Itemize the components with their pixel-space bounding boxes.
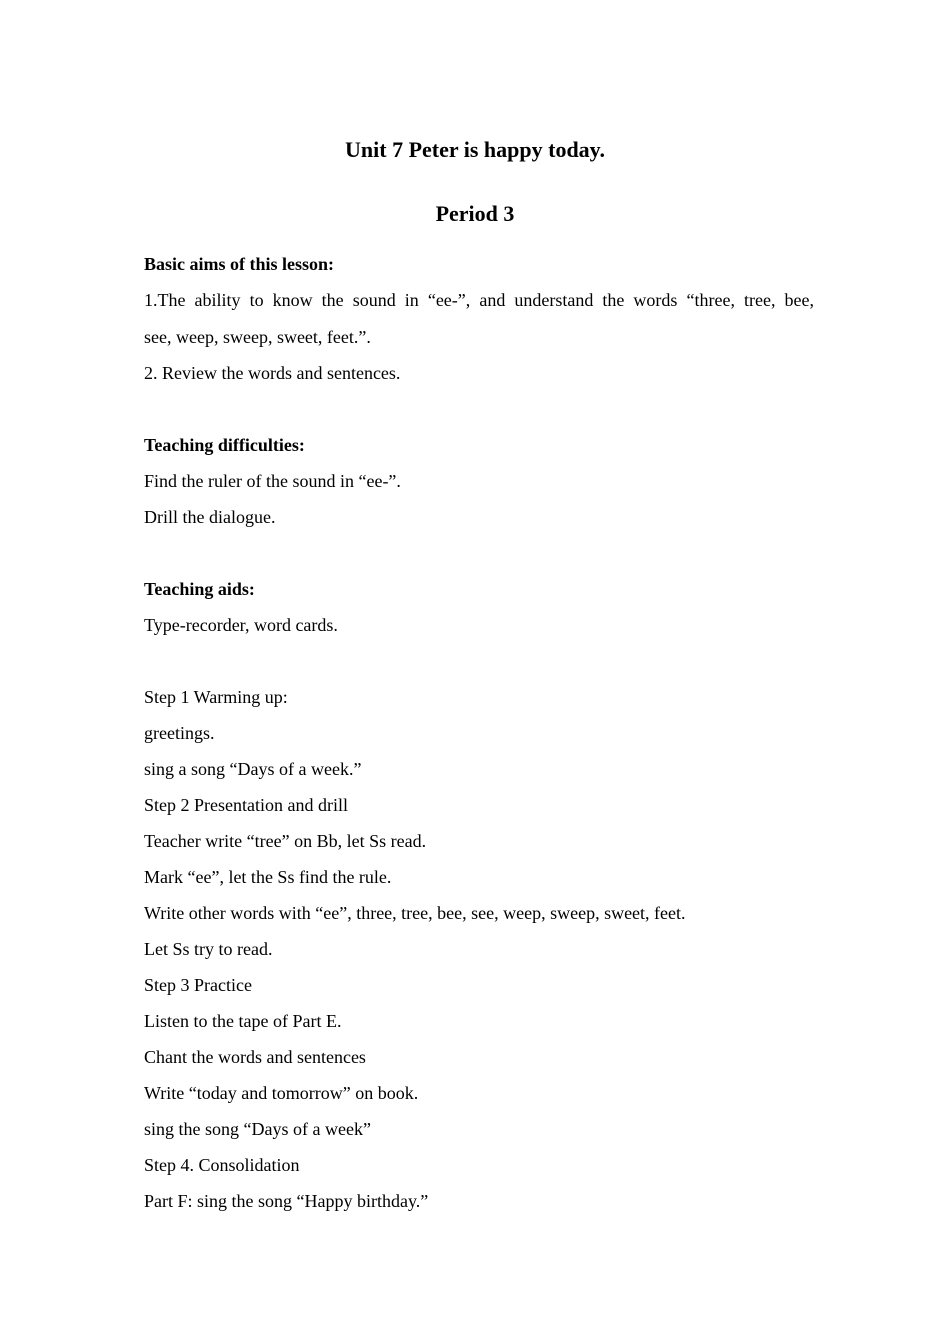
step-line: sing the song “Days of a week” — [144, 1119, 371, 1139]
difficulty-line: Drill the dialogue. — [144, 507, 276, 527]
basic-aims-item-1-line-2: see, weep, sweep, sweet, feet.”. — [144, 327, 371, 347]
step-line: Step 2 Presentation and drill — [144, 795, 348, 815]
difficulty-line: Find the ruler of the sound in “ee-”. — [144, 471, 401, 491]
basic-aims-heading: Basic aims of this lesson: — [144, 254, 335, 274]
step-line: Write “today and tomorrow” on book. — [144, 1083, 419, 1103]
step-line: Step 1 Warming up: — [144, 687, 288, 707]
step-line: Listen to the tape of Part E. — [144, 1011, 342, 1031]
step-line: sing a song “Days of a week.” — [144, 759, 362, 779]
step-line: Chant the words and sentences — [144, 1047, 366, 1067]
step-line: Write other words with “ee”, three, tree, bee, see, weep, sweep, sweet, feet. — [144, 903, 686, 923]
basic-aims-item-2: 2. Review the words and sentences. — [144, 363, 401, 383]
step-line: Mark “ee”, let the Ss find the rule. — [144, 867, 392, 887]
step-line: Step 3 Practice — [144, 975, 252, 995]
step-line: Teacher write “tree” on Bb, let Ss read. — [144, 831, 427, 851]
step-line: Let Ss try to read. — [144, 939, 273, 959]
aids-text: Type-recorder, word cards. — [144, 615, 338, 635]
period-heading: Period 3 — [435, 201, 515, 226]
step-line: Part F: sing the song “Happy birthday.” — [144, 1191, 429, 1211]
document-title: Unit 7 Peter is happy today. — [345, 137, 605, 162]
basic-aims-item-1-line-1: 1.The ability to know the sound in “ee-”, and understand the words “three, tree, bee, — [144, 290, 814, 310]
step-line: greetings. — [144, 723, 215, 743]
difficulties-heading: Teaching difficulties: — [144, 435, 305, 455]
aids-heading: Teaching aids: — [144, 579, 255, 599]
step-line: Step 4. Consolidation — [144, 1155, 300, 1175]
